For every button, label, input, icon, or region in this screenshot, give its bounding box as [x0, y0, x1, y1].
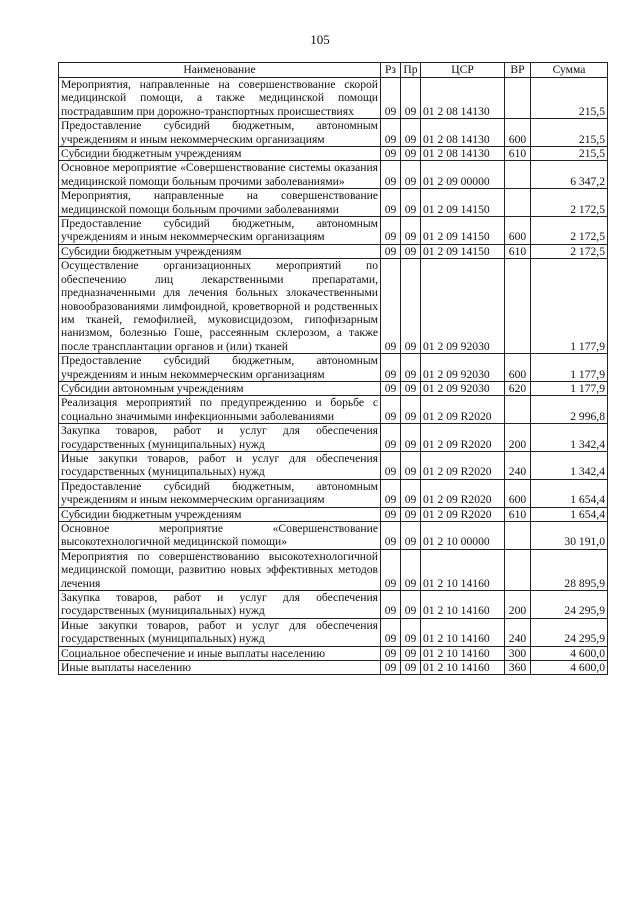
row-csr: 01 2 09 92030: [421, 354, 505, 382]
row-pr: 09: [401, 217, 421, 245]
table-row: [59, 161, 608, 189]
row-sum: 1 342,4: [531, 451, 608, 479]
row-pr: 09: [401, 396, 421, 424]
row-rz: 09: [381, 618, 401, 646]
table-row: [59, 451, 608, 479]
row-rz: 09: [381, 507, 401, 521]
row-sum: 24 295,9: [531, 591, 608, 619]
row-csr: 01 2 08 14130: [421, 119, 505, 147]
row-vr: 620: [505, 381, 531, 395]
row-rz: 09: [381, 424, 401, 452]
row-csr: 01 2 08 14130: [421, 147, 505, 161]
row-vr: 610: [505, 244, 531, 258]
row-name: Закупка товаров, работ и услуг для обеспечения государственных (муниципальных) нужд: [59, 591, 381, 619]
row-csr: 01 2 10 14160: [421, 591, 505, 619]
row-rz: 09: [381, 522, 401, 550]
row-sum: 4 600,0: [531, 646, 608, 660]
row-csr: 01 2 10 14160: [421, 646, 505, 660]
row-rz: 09: [381, 217, 401, 245]
row-pr: 09: [401, 119, 421, 147]
row-name: Субсидии бюджетным учреждениям: [59, 244, 381, 258]
table-row: [59, 147, 608, 161]
row-rz: 09: [381, 479, 401, 507]
row-name: Иные закупки товаров, работ и услуг для обеспечения государственных (муниципальных) нужд: [59, 451, 381, 479]
row-csr: 01 2 09 00000: [421, 161, 505, 189]
table-row: [59, 591, 608, 619]
row-csr: 01 2 10 14160: [421, 661, 505, 675]
row-name: Мероприятия по совершенствованию высокотехнологичной медицинской помощи, развитию новых эффективных методов лечения: [59, 549, 381, 590]
row-pr: 09: [401, 189, 421, 217]
row-name: Иные закупки товаров, работ и услуг для обеспечения государственных (муниципальных) нужд: [59, 618, 381, 646]
table-row: [59, 381, 608, 395]
table-row: [59, 549, 608, 590]
row-pr: 09: [401, 507, 421, 521]
header-vr: ВР: [505, 63, 531, 78]
row-csr: 01 2 10 00000: [421, 522, 505, 550]
row-pr: 09: [401, 354, 421, 382]
table-row: [59, 189, 608, 217]
row-sum: 28 895,9: [531, 549, 608, 590]
row-sum: 1 177,9: [531, 381, 608, 395]
row-name: Осуществление организационных мероприятий по обеспечению лиц лекарственными препаратами, предназначенными для лечения больных злокачественными новообразованиями лимфоидной, кроветворной и родственных им тканей, гемофилией, муковисцидозом, гипофизарным нанизмом, болезнью Гоше, рассеянным склерозом, а также после трансплантации органов и (или) тканей: [59, 259, 381, 354]
row-sum: 215,5: [531, 78, 608, 119]
row-rz: 09: [381, 381, 401, 395]
row-csr: 01 2 09 14150: [421, 217, 505, 245]
row-rz: 09: [381, 646, 401, 660]
row-vr: [505, 522, 531, 550]
row-vr: [505, 78, 531, 119]
row-sum: 1 177,9: [531, 354, 608, 382]
row-rz: 09: [381, 259, 401, 354]
row-rz: 09: [381, 161, 401, 189]
row-vr: 600: [505, 217, 531, 245]
row-rz: 09: [381, 354, 401, 382]
row-vr: [505, 396, 531, 424]
row-csr: 01 2 09 92030: [421, 381, 505, 395]
row-sum: 1 654,4: [531, 479, 608, 507]
row-name: Реализация мероприятий по предупреждению и борьбе с социально значимыми инфекционными заболеваниями: [59, 396, 381, 424]
table-header-row: [59, 63, 608, 78]
row-csr: 01 2 08 14130: [421, 78, 505, 119]
row-rz: 09: [381, 451, 401, 479]
row-csr: 01 2 09 R2020: [421, 396, 505, 424]
row-rz: 09: [381, 119, 401, 147]
row-csr: 01 2 09 R2020: [421, 451, 505, 479]
row-sum: 24 295,9: [531, 618, 608, 646]
row-rz: 09: [381, 78, 401, 119]
row-pr: 09: [401, 161, 421, 189]
table-row: [59, 424, 608, 452]
header-csr: ЦСР: [421, 63, 505, 78]
budget-table: [58, 62, 608, 675]
row-pr: 09: [401, 147, 421, 161]
row-name: Субсидии автономным учреждениям: [59, 381, 381, 395]
header-sum: Сумма: [531, 63, 608, 78]
row-name: Основное мероприятие «Совершенствование высокотехнологичной медицинской помощи»: [59, 522, 381, 550]
table-row: [59, 396, 608, 424]
header-name: Наименование: [59, 63, 381, 78]
row-vr: 360: [505, 661, 531, 675]
row-vr: 600: [505, 354, 531, 382]
table-row: [59, 507, 608, 521]
row-name: Мероприятия, направленные на совершенствование медицинской помощи больным прочими заболеваниями: [59, 189, 381, 217]
row-csr: 01 2 10 14160: [421, 549, 505, 590]
row-pr: 09: [401, 381, 421, 395]
table-row: [59, 119, 608, 147]
row-sum: 1 654,4: [531, 507, 608, 521]
row-pr: 09: [401, 259, 421, 354]
row-csr: 01 2 09 R2020: [421, 507, 505, 521]
row-csr: 01 2 10 14160: [421, 618, 505, 646]
row-vr: 300: [505, 646, 531, 660]
row-csr: 01 2 09 R2020: [421, 424, 505, 452]
row-sum: 6 347,2: [531, 161, 608, 189]
row-sum: 2 172,5: [531, 244, 608, 258]
row-sum: 30 191,0: [531, 522, 608, 550]
row-pr: 09: [401, 479, 421, 507]
header-pr: Пр: [401, 63, 421, 78]
row-sum: 215,5: [531, 147, 608, 161]
row-rz: 09: [381, 661, 401, 675]
row-rz: 09: [381, 396, 401, 424]
table-row: [59, 522, 608, 550]
row-name: Предоставление субсидий бюджетным, автономным учреждениям и иным некоммерческим организациям: [59, 479, 381, 507]
row-pr: 09: [401, 618, 421, 646]
table-row: [59, 646, 608, 660]
row-vr: [505, 259, 531, 354]
row-pr: 09: [401, 244, 421, 258]
row-vr: 240: [505, 618, 531, 646]
row-vr: 240: [505, 451, 531, 479]
row-vr: [505, 161, 531, 189]
row-csr: 01 2 09 92030: [421, 259, 505, 354]
table-row: [59, 618, 608, 646]
row-rz: 09: [381, 549, 401, 590]
row-rz: 09: [381, 591, 401, 619]
table-row: [59, 244, 608, 258]
row-sum: 2 172,5: [531, 217, 608, 245]
row-name: Иные выплаты населению: [59, 661, 381, 675]
row-name: Основное мероприятие «Совершенствование системы оказания медицинской помощи больным прочими заболеваниями»: [59, 161, 381, 189]
row-vr: 600: [505, 119, 531, 147]
page-number: 105: [310, 32, 330, 47]
row-rz: 09: [381, 244, 401, 258]
row-sum: 2 996,8: [531, 396, 608, 424]
row-rz: 09: [381, 189, 401, 217]
table-row: [59, 479, 608, 507]
row-name: Предоставление субсидий бюджетным, автономным учреждениям и иным некоммерческим организациям: [59, 217, 381, 245]
row-vr: [505, 549, 531, 590]
header-rz: Рз: [381, 63, 401, 78]
row-pr: 09: [401, 661, 421, 675]
row-sum: 1 342,4: [531, 424, 608, 452]
row-pr: 09: [401, 424, 421, 452]
row-name: Субсидии бюджетным учреждениям: [59, 507, 381, 521]
row-vr: 200: [505, 424, 531, 452]
row-sum: 4 600,0: [531, 661, 608, 675]
row-vr: 200: [505, 591, 531, 619]
row-pr: 09: [401, 549, 421, 590]
row-vr: 600: [505, 479, 531, 507]
row-name: Предоставление субсидий бюджетным, автономным учреждениям и иным некоммерческим организациям: [59, 354, 381, 382]
row-sum: 215,5: [531, 119, 608, 147]
row-sum: 2 172,5: [531, 189, 608, 217]
row-vr: 610: [505, 507, 531, 521]
row-pr: 09: [401, 646, 421, 660]
row-name: Субсидии бюджетным учреждениям: [59, 147, 381, 161]
row-csr: 01 2 09 14150: [421, 244, 505, 258]
row-sum: 1 177,9: [531, 259, 608, 354]
row-pr: 09: [401, 522, 421, 550]
row-name: Закупка товаров, работ и услуг для обеспечения государственных (муниципальных) нужд: [59, 424, 381, 452]
row-pr: 09: [401, 78, 421, 119]
row-vr: [505, 189, 531, 217]
table-row: [59, 78, 608, 119]
table-row: [59, 217, 608, 245]
table-row: [59, 259, 608, 354]
row-name: Мероприятия, направленные на совершенствование скорой медицинской помощи, а также медицинской помощи пострадавшим при дорожно-транспортных происшествиях: [59, 78, 381, 119]
row-name: Социальное обеспечение и иные выплаты населению: [59, 646, 381, 660]
row-vr: 610: [505, 147, 531, 161]
row-pr: 09: [401, 591, 421, 619]
row-csr: 01 2 09 14150: [421, 189, 505, 217]
table-row: [59, 354, 608, 382]
row-rz: 09: [381, 147, 401, 161]
row-pr: 09: [401, 451, 421, 479]
row-csr: 01 2 09 R2020: [421, 479, 505, 507]
table-row: [59, 661, 608, 675]
row-name: Предоставление субсидий бюджетным, автономным учреждениям и иным некоммерческим организациям: [59, 119, 381, 147]
